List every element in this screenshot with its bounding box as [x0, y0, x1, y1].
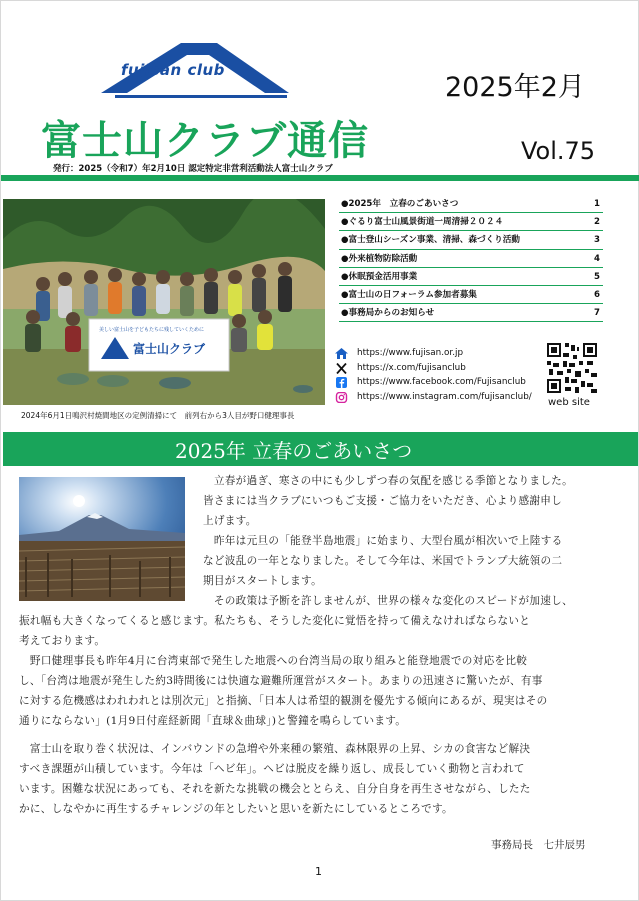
toc-item[interactable]: ●2025年 立春のごあいさつ 1: [339, 195, 603, 213]
table-of-contents: [339, 195, 603, 322]
toc-item[interactable]: ●事務局からのお知らせ 7: [339, 304, 603, 322]
toc-item[interactable]: ●休眠預金活用事業 5: [339, 268, 603, 286]
header-divider: [1, 175, 639, 181]
toc-item[interactable]: ●外来植物防除活動 4: [339, 250, 603, 268]
social-links: [335, 347, 555, 405]
page-number: 1: [315, 865, 322, 878]
article-paragraph: 富士山を取り巻く状況は、インバウンドの急増や外来種の繁殖、森林限界の上昇、シカの食害など解決 すべき課題が山積しています。今年は「ヘビ年」。ヘビは脱皮を繰り返し、成長していく動物と言われて います。困難な状況にあっても、それを新たな挑戦の機会ととらえ、自分自身を再生させながら、したた かに、しなやかに再生するチャレンジの年としたいと思いを新たにしているところです。: [19, 743, 531, 815]
issue-date: 2025年2月: [445, 72, 585, 103]
instagram-link[interactable]: https://www.instagram.com/fujisanclub/: [335, 391, 555, 406]
article-paragraph: その政策は予断を許しませんが、世界の様々な変化のスピードが加速し、 振れ幅も大きくなってくると感じます。私たちも、そうした変化に覚悟を持って備えなければならないと 考えております。: [19, 595, 573, 647]
newsletter-title: 富士山クラブ通信: [41, 118, 369, 164]
instagram-icon: [335, 392, 348, 403]
home-icon: [335, 348, 348, 359]
logo-wordmark: fujisan club: [121, 61, 225, 79]
article-paragraph: 昨年は元旦の「能登半島地震」に始まり、大型台風が相次いで上陸する など波乱の一年となりました。そして今年は、米国でトランプ大統領の二 期目がスタートします。: [203, 535, 563, 587]
x-link[interactable]: https://x.com/fujisanclub: [335, 362, 555, 377]
toc-item[interactable]: ●富士登山シーズン事業、清掃、森づくり活動 3: [339, 231, 603, 249]
facebook-link[interactable]: https://www.facebook.com/Fujisanclub: [335, 376, 555, 391]
toc-item[interactable]: ●ぐるり富士山風景街道一周清掃２０２４ 2: [339, 213, 603, 231]
article-heading: 2025年 立春のごあいさつ: [175, 439, 413, 463]
cover-photo-caption: 2024年6月1日鳴沢村焼間地区の定例清掃にて 前列右から3人目が野口健理事長: [21, 411, 295, 420]
volume-number: Vol.75: [521, 137, 596, 165]
fuji-sunrise-photo: [19, 477, 185, 601]
facebook-icon: [335, 377, 348, 388]
article-signature: 事務局長 七井辰男: [491, 839, 586, 851]
svg-text:美しい富士山を子どもたちに残していくために: 美しい富士山を子どもたちに残していくために: [99, 327, 205, 333]
toc-item[interactable]: ●富士山の日フォーラム参加者募集 6: [339, 286, 603, 304]
qr-caption: web site: [548, 397, 590, 408]
cover-group-photo: [3, 199, 325, 405]
fujisan-club-logo: [97, 37, 293, 99]
article-heading-bar: [3, 432, 638, 466]
website-link[interactable]: https://www.fujisan.or.jp: [335, 347, 555, 362]
publisher-line: 発行：2025（令和7）年2月10日 認定特定非営利活動法人富士山クラブ: [53, 164, 333, 174]
article-paragraph: 野口健理事長も昨年4月に台湾東部で発生した地震への台湾当局の取り組みと能登地震での対応を比較 し、「台湾は地震が発生した約3時間後には快適な避難所運営がスタート。あまりの迅速さに驚いたが、有事 に対する危機感はわれわれとは別次元」と指摘、「日本人は希望的観測を優先する傾向にあるが、現実はその 通りにならない」(1月9日付産経新聞「直球＆曲球」)と警鐘を鳴らしています。: [19, 655, 548, 727]
qr-code-icon[interactable]: [547, 343, 597, 393]
article-paragraph: 立春が過ぎ、寒さの中にも少しずつ春の気配を感じる季節となりました。 皆さまには当クラブにいつもご支援・ご協力をいただき、心より感謝申し 上げます。: [203, 475, 573, 527]
x-icon: [335, 363, 348, 374]
svg-text:富士山クラブ: 富士山クラブ: [133, 342, 206, 356]
